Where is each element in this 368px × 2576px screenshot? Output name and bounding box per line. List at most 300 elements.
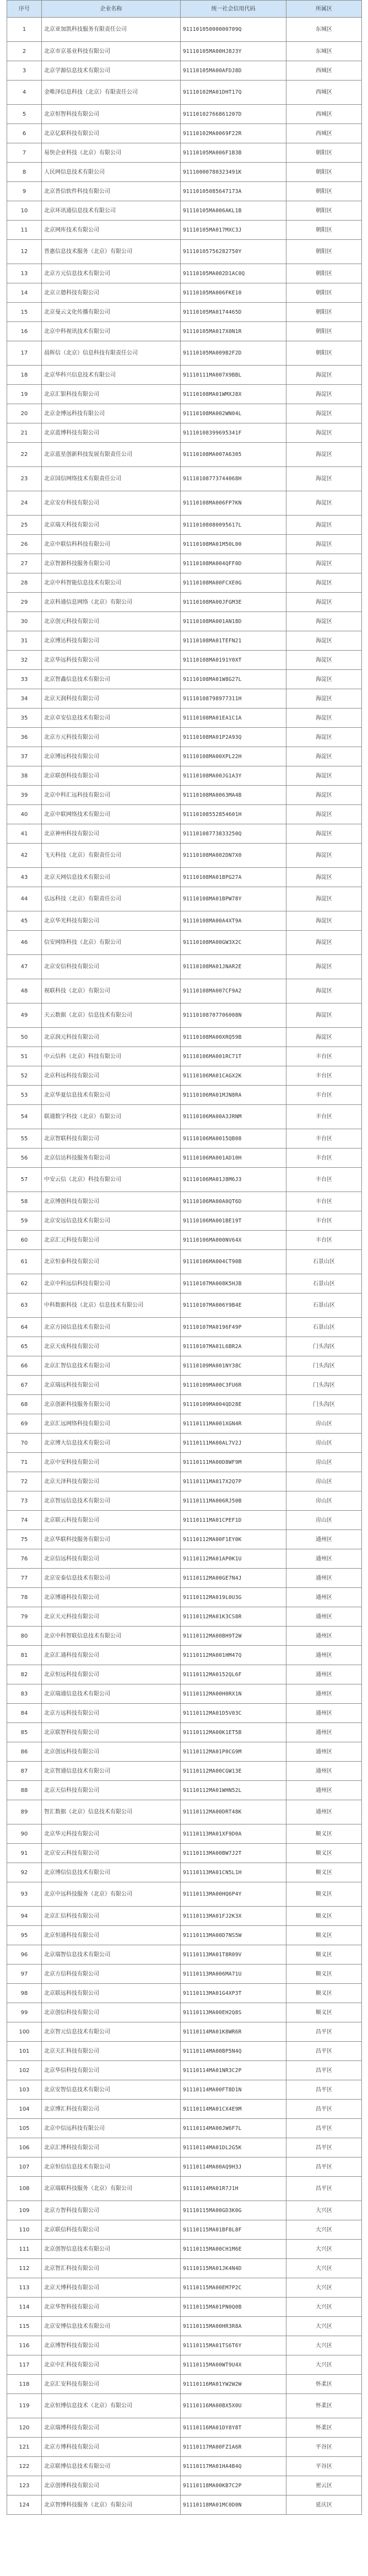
row-credit-code: 91110115MA00EM7P2C (181, 2278, 286, 2298)
row-credit-code: 91110105MA002D1AC0Q (181, 264, 286, 283)
row-credit-code: 91110113MA00BW7J2T (181, 1844, 286, 1863)
row-credit-code: 91110106MA000NV64X (181, 1231, 286, 1250)
row-credit-code: 91110108MA01M50L00 (181, 535, 286, 554)
row-index: 108 (7, 2177, 42, 2201)
row-company-name: 北京汇远网络科技有限公司 (42, 1414, 181, 1434)
table-row (7, 1665, 362, 1684)
row-district: 丰台区 (286, 1149, 362, 1168)
row-credit-code: 91110111MA017X2Q7P (181, 1472, 286, 1491)
row-credit-code: 91110112MA01D5V03C (181, 1704, 286, 1723)
row-company-name: 北京华光科技有限公司 (42, 911, 181, 931)
row-index: 81 (7, 1646, 42, 1665)
row-credit-code: 91110113MA01XF9D0A (181, 1824, 286, 1844)
table-row (7, 868, 362, 887)
table-row (7, 1549, 362, 1569)
row-credit-code: 91110113MA006MA71U (181, 1965, 286, 1984)
table-row (7, 1511, 362, 1530)
row-index: 85 (7, 1723, 42, 1742)
row-company-name: 中科数据科技（北京）信息技术有限公司 (42, 1294, 181, 1318)
row-company-name: 北京蓝博科技有限公司 (42, 423, 181, 443)
table-row (7, 887, 362, 911)
table-row (7, 1800, 362, 1824)
row-credit-code: 91110115MA01TS6T6Y (181, 2336, 286, 2355)
row-district: 顺义区 (286, 1984, 362, 2003)
table-row (7, 2042, 362, 2061)
row-credit-code: 91110108MA00JG1A3Y (181, 766, 286, 786)
row-district: 丰台区 (286, 1086, 362, 1105)
table-row (7, 467, 362, 491)
table-row (7, 1945, 362, 1965)
row-index: 51 (7, 1047, 42, 1066)
row-credit-code: 91110000780323491K (181, 163, 286, 182)
row-credit-code: 91110111MA006RJ50B (181, 1491, 286, 1511)
row-credit-code: 91110112MA00DRT48K (181, 1800, 286, 1824)
row-index: 38 (7, 766, 42, 786)
row-index: 102 (7, 2061, 42, 2080)
row-credit-code: 91110102MA0069F22R (181, 124, 286, 143)
row-company-name: 北京恒泰科技有限公司 (42, 1250, 181, 1274)
row-index: 34 (7, 689, 42, 709)
table-row (7, 824, 362, 844)
row-credit-code: 91110108MA01JNAR2E (181, 955, 286, 979)
row-index: 62 (7, 1274, 42, 1294)
row-company-name: 北京中安科技有限公司 (42, 1453, 181, 1472)
row-index: 27 (7, 554, 42, 573)
row-index: 17 (7, 341, 42, 366)
table-row (7, 80, 362, 105)
table-row (7, 979, 362, 1003)
row-credit-code: 91110108MA00GW3X2C (181, 931, 286, 955)
table-row (7, 42, 362, 61)
row-credit-code: 91110106MA001BE19T (181, 1211, 286, 1231)
table-row (7, 2201, 362, 2220)
row-index: 32 (7, 651, 42, 670)
row-company-name: 易快企业科技（北京）有限公司 (42, 143, 181, 163)
row-company-name: 北京创博科技有限公司 (42, 2476, 181, 2496)
row-district: 昌平区 (286, 2100, 362, 2119)
row-company-name: 北京天网信息技术有限公司 (42, 868, 181, 887)
table-row (7, 931, 362, 955)
row-index: 107 (7, 2158, 42, 2177)
row-credit-code: 91110112MA0152QL6F (181, 1665, 286, 1684)
table-row (7, 554, 362, 573)
row-credit-code: 91110108MA002DN7X0 (181, 844, 286, 868)
table-row (7, 1003, 362, 1028)
table-row (7, 423, 362, 443)
row-district: 西城区 (286, 124, 362, 143)
row-district: 昌平区 (286, 2119, 362, 2138)
row-company-name: 北京中汇科技有限公司 (42, 2355, 181, 2375)
row-district: 顺义区 (286, 1882, 362, 1907)
row-credit-code: 91110108MA006FP7KN (181, 491, 286, 516)
row-district: 朝阳区 (286, 221, 362, 240)
row-credit-code: 91110112MA00H0RX1N (181, 1684, 286, 1704)
row-index: 53 (7, 1086, 42, 1105)
row-company-name: 北京博信信息技术有限公司 (42, 1863, 181, 1882)
row-credit-code: 91110108798977311H (181, 689, 286, 709)
table-row (7, 143, 362, 163)
row-company-name: 北京智源科技服务有限公司 (42, 554, 181, 573)
row-index: 35 (7, 709, 42, 728)
table-row (7, 1844, 362, 1863)
row-company-name: 北京方信科技有限公司 (42, 1965, 181, 1984)
row-company-name: 北京安博信息技术有限公司 (42, 2317, 181, 2336)
table-row (7, 535, 362, 554)
row-index: 58 (7, 1192, 42, 1211)
table-row (7, 2259, 362, 2278)
table-row (7, 240, 362, 264)
table-row (7, 322, 362, 341)
table-row (7, 2240, 362, 2259)
table-row (7, 1434, 362, 1453)
table-row (7, 182, 362, 201)
row-district: 大兴区 (286, 2355, 362, 2375)
row-district: 海淀区 (286, 467, 362, 491)
table-row (7, 1723, 362, 1742)
row-index: 14 (7, 283, 42, 303)
row-credit-code: 91110108399695341F (181, 423, 286, 443)
row-credit-code: 91110112MA01K3CS8R (181, 1607, 286, 1627)
table-row (7, 1129, 362, 1149)
row-company-name: 北京瑞通信息技术有限公司 (42, 1684, 181, 1704)
row-district: 朝阳区 (286, 240, 362, 264)
row-district: 朝阳区 (286, 143, 362, 163)
row-index: 13 (7, 264, 42, 283)
row-district: 通州区 (286, 1762, 362, 1781)
row-credit-code: 91110112MA001HM47Q (181, 1646, 286, 1665)
row-district: 石景山区 (286, 1318, 362, 1337)
row-index: 87 (7, 1762, 42, 1781)
row-district: 通州区 (286, 1684, 362, 1704)
table-row (7, 385, 362, 404)
row-index: 59 (7, 1211, 42, 1231)
row-credit-code: 91110113MA01T8R09V (181, 1945, 286, 1965)
row-company-name: 北京神州科技有限公司 (42, 824, 181, 844)
table-row (7, 2061, 362, 2080)
row-credit-code: 91110105MA006AKL1B (181, 201, 286, 221)
row-company-name: 北京博达科技有限公司 (42, 631, 181, 651)
row-index: 21 (7, 423, 42, 443)
row-district: 顺义区 (286, 1907, 362, 1926)
row-index: 96 (7, 1945, 42, 1965)
row-company-name: 北京亿联科技有限公司 (42, 124, 181, 143)
row-company-name: 北京汇安科技有限公司 (42, 2375, 181, 2394)
row-credit-code: 91110105MA00AFDJ8D (181, 61, 286, 80)
row-index: 89 (7, 1800, 42, 1824)
row-credit-code: 91110115MA00GD3K0G (181, 2201, 286, 2220)
row-index: 42 (7, 844, 42, 868)
row-index: 91 (7, 1844, 42, 1863)
row-index: 66 (7, 1356, 42, 1376)
table-row (7, 283, 362, 303)
row-index: 54 (7, 1105, 42, 1129)
table-row (7, 2119, 362, 2138)
row-district: 通州区 (286, 1530, 362, 1549)
row-district: 朝阳区 (286, 341, 362, 366)
row-credit-code: 91110113MA01CN5L1H (181, 1863, 286, 1882)
row-district: 海淀区 (286, 554, 362, 573)
row-company-name: 北京创信科技有限公司 (42, 2003, 181, 2022)
row-credit-code: 91110109MA004QD28E (181, 1395, 286, 1414)
row-credit-code: 91110108707706008N (181, 1003, 286, 1028)
row-district: 海淀区 (286, 1003, 362, 1028)
row-company-name: 北京中科远信科技有限公司 (42, 1274, 181, 1294)
row-credit-code: 91110108MA01EA1C1A (181, 709, 286, 728)
table-row (7, 1569, 362, 1588)
row-credit-code: 91110114MA00FT8D1N (181, 2080, 286, 2100)
row-credit-code: 91110108080095617L (181, 516, 286, 535)
row-credit-code: 91110106MA0015QB08 (181, 1129, 286, 1149)
row-district: 朝阳区 (286, 163, 362, 182)
row-company-name: 北京智联科技有限公司 (42, 1129, 181, 1149)
row-district: 房山区 (286, 1414, 362, 1434)
row-credit-code: 91110108MA00FCXE0G (181, 573, 286, 593)
table-row (7, 1356, 362, 1376)
row-district: 大兴区 (286, 2298, 362, 2317)
row-district: 怀柔区 (286, 2375, 362, 2394)
row-company-name: 北京天博科技有限公司 (42, 2278, 181, 2298)
row-credit-code: 91110105MA006F1B3B (181, 143, 286, 163)
row-index: 69 (7, 1414, 42, 1434)
row-index: 47 (7, 955, 42, 979)
row-credit-code: 91110107MA01L6BR2A (181, 1337, 286, 1356)
row-index: 3 (7, 61, 42, 80)
table-row (7, 61, 362, 80)
table-row (7, 631, 362, 651)
table-row (7, 1294, 362, 1318)
row-company-name: 北京方智科技有限公司 (42, 2201, 181, 2220)
row-company-name: 北京市京基业科技有限公司 (42, 42, 181, 61)
row-index: 112 (7, 2259, 42, 2278)
table-row (7, 491, 362, 516)
row-company-name: 北京华信科技有限公司 (42, 2061, 181, 2080)
table-row (7, 1047, 362, 1066)
row-district: 海淀区 (286, 979, 362, 1003)
row-district: 大兴区 (286, 2259, 362, 2278)
row-credit-code: 91110106MA01MJN8RA (181, 1086, 286, 1105)
row-company-name: 北京金博远科技有限公司 (42, 404, 181, 423)
row-district: 房山区 (286, 1453, 362, 1472)
row-index: 71 (7, 1453, 42, 1472)
row-district: 昌平区 (286, 2022, 362, 2042)
row-credit-code: 91110106MA001RC71T (181, 1047, 286, 1066)
row-credit-code: 91110108552854601H (181, 805, 286, 824)
row-district: 平谷区 (286, 2457, 362, 2476)
table-row (7, 1907, 362, 1926)
row-district: 昌平区 (286, 2177, 362, 2201)
row-district: 大兴区 (286, 2201, 362, 2220)
row-credit-code: 91110114MA01R7J1H (181, 2177, 286, 2201)
row-credit-code: 91110107MA008K5HJB (181, 1274, 286, 1294)
row-district: 海淀区 (286, 385, 362, 404)
row-district: 房山区 (286, 1511, 362, 1530)
row-index: 63 (7, 1294, 42, 1318)
row-index: 12 (7, 240, 42, 264)
row-district: 石景山区 (286, 1274, 362, 1294)
row-credit-code: 91110106MA01J8M6J3 (181, 1168, 286, 1192)
table-row (7, 1824, 362, 1844)
row-company-name: 北京恒博信息技术（北京）有限公司 (42, 2394, 181, 2418)
row-company-name: 北京创智信息技术有限公司 (42, 2240, 181, 2259)
table-row (7, 1376, 362, 1395)
header-district: 所属区 (286, 1, 362, 18)
row-company-name: 北京中科视讯技术有限公司 (42, 322, 181, 341)
table-row (7, 728, 362, 747)
row-district: 通州区 (286, 1800, 362, 1824)
row-index: 121 (7, 2438, 42, 2457)
row-credit-code: 91110109MA001NY38C (181, 1356, 286, 1376)
row-district: 海淀区 (286, 535, 362, 554)
row-index: 94 (7, 1907, 42, 1926)
row-district: 丰台区 (286, 1168, 362, 1192)
row-company-name: 北京瑞远科技有限公司 (42, 1376, 181, 1395)
row-company-name: 北京联博信息技术有限公司 (42, 2457, 181, 2476)
row-index: 64 (7, 1318, 42, 1337)
table-row (7, 1192, 362, 1211)
row-credit-code: 91110113MA00D7NS5W (181, 1926, 286, 1945)
table-row (7, 1882, 362, 1907)
table-row (7, 747, 362, 766)
row-company-name: 北京瑞联科技服务（北京）有限公司 (42, 2177, 181, 2201)
row-credit-code: 91110105000000709Q (181, 18, 286, 42)
row-company-name: 北京创远科技有限公司 (42, 1742, 181, 1762)
row-index: 20 (7, 404, 42, 423)
row-district: 昌平区 (286, 2158, 362, 2177)
row-company-name: 北京普信软件科技有限公司 (42, 182, 181, 201)
row-district: 大兴区 (286, 2240, 362, 2259)
table-row (7, 1965, 362, 1984)
row-district: 朝阳区 (286, 264, 362, 283)
row-district: 大兴区 (286, 2220, 362, 2240)
row-credit-code: 91110108MA01BPW78Y (181, 887, 286, 911)
row-index: 2 (7, 42, 42, 61)
row-company-name: 北京智远信息技术有限公司 (42, 1491, 181, 1511)
row-district: 海淀区 (286, 443, 362, 467)
row-index: 106 (7, 2138, 42, 2158)
row-district: 通州区 (286, 1569, 362, 1588)
row-district: 门头沟区 (286, 1376, 362, 1395)
table-row (7, 1607, 362, 1627)
table-row (7, 2278, 362, 2298)
row-company-name: 北京恒通科技有限公司 (42, 1926, 181, 1945)
row-index: 10 (7, 201, 42, 221)
table-row (7, 1588, 362, 1607)
table-row (7, 2438, 362, 2457)
row-credit-code: 91110108MA01P2A93Q (181, 728, 286, 747)
row-district: 海淀区 (286, 612, 362, 631)
table-row (7, 1149, 362, 1168)
table-row (7, 201, 362, 221)
row-district: 西城区 (286, 80, 362, 105)
row-company-name: 联通数字科技（北京）有限公司 (42, 1105, 181, 1129)
row-credit-code: 91110113MA01G4XP3T (181, 1984, 286, 2003)
row-district: 西城区 (286, 105, 362, 124)
row-credit-code: 91110112MA00CGW13E (181, 1762, 286, 1781)
table-row (7, 2158, 362, 2177)
table-row (7, 805, 362, 824)
table-row (7, 303, 362, 322)
row-company-name: 北京瑞天科技有限公司 (42, 516, 181, 535)
table-row (7, 2457, 362, 2476)
row-index: 44 (7, 887, 42, 911)
row-index: 4 (7, 80, 42, 105)
row-credit-code: 91110107MA006Y9B4E (181, 1294, 286, 1318)
row-company-name: 北京智汇科技有限公司 (42, 2259, 181, 2278)
row-index: 80 (7, 1627, 42, 1646)
row-district: 丰台区 (286, 1192, 362, 1211)
row-credit-code: 91110118MA01MC0D0N (181, 2496, 286, 2515)
row-credit-code: 91110108MA00XRQ59B (181, 1028, 286, 1047)
row-district: 平谷区 (286, 2438, 362, 2457)
row-district: 门头沟区 (286, 1356, 362, 1376)
row-company-name: 北京联创科技有限公司 (42, 766, 181, 786)
table-row (7, 2220, 362, 2240)
row-index: 60 (7, 1231, 42, 1250)
row-district: 通州区 (286, 1588, 362, 1607)
row-index: 77 (7, 1569, 42, 1588)
row-company-name: 北京学源信息技术有限公司 (42, 61, 181, 80)
row-company-name: 北京国信网络技术有限责任公司 (42, 467, 181, 491)
row-company-name: 北京中联网络技术有限公司 (42, 805, 181, 824)
row-index: 88 (7, 1781, 42, 1800)
row-credit-code: 91110108773833250Q (181, 824, 286, 844)
row-district: 怀柔区 (286, 2394, 362, 2418)
row-index: 84 (7, 1704, 42, 1723)
row-index: 117 (7, 2355, 42, 2375)
table-row (7, 1491, 362, 1511)
row-district: 房山区 (286, 1472, 362, 1491)
row-index: 65 (7, 1337, 42, 1356)
table-row (7, 1926, 362, 1945)
row-company-name: 信安网络科技（北京）有限公司 (42, 931, 181, 955)
row-index: 28 (7, 573, 42, 593)
row-company-name: 北京安智信息技术有限公司 (42, 2080, 181, 2100)
table-row (7, 709, 362, 728)
table-row (7, 1318, 362, 1337)
header-row (7, 1, 362, 18)
row-company-name: 北京瑞博科技有限公司 (42, 2418, 181, 2438)
table-row (7, 18, 362, 42)
row-company-name: 北京汇信科技有限公司 (42, 1907, 181, 1926)
row-company-name: 普惠信息技术服务（北京）有限公司 (42, 240, 181, 264)
row-index: 97 (7, 1965, 42, 1984)
row-credit-code: 91110112MA01WHN52L (181, 1781, 286, 1800)
table-row (7, 1168, 362, 1192)
row-index: 7 (7, 143, 42, 163)
table-row (7, 1781, 362, 1800)
row-company-name: 北京博远科技有限公司 (42, 747, 181, 766)
row-company-name: 北京汇智信息技术有限公司 (42, 1356, 181, 1376)
row-index: 118 (7, 2375, 42, 2394)
row-company-name: 北京网库技术有限公司 (42, 221, 181, 240)
row-company-name: 北京信远科技有限公司 (42, 1549, 181, 1569)
row-index: 86 (7, 1742, 42, 1762)
row-district: 昌平区 (286, 2080, 362, 2100)
row-district: 海淀区 (286, 931, 362, 955)
row-company-name: 北京博创科技有限公司 (42, 1192, 181, 1211)
row-company-name: 北京信达科技服务有限公司 (42, 1149, 181, 1168)
table-row (7, 404, 362, 423)
row-district: 门头沟区 (286, 1395, 362, 1414)
table-row (7, 163, 362, 182)
row-district: 海淀区 (286, 766, 362, 786)
row-district: 昌平区 (286, 2061, 362, 2080)
row-district: 大兴区 (286, 2317, 362, 2336)
row-index: 78 (7, 1588, 42, 1607)
row-index: 67 (7, 1376, 42, 1395)
row-district: 延庆区 (286, 2496, 362, 2515)
table-row (7, 1250, 362, 1274)
